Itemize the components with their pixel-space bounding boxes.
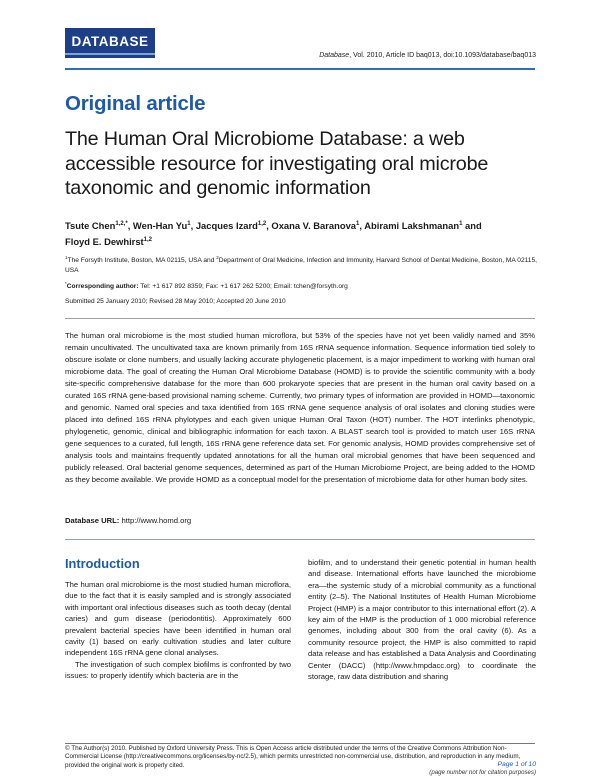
author-list: [65, 217, 545, 249]
author-affiliation-marker: 1: [187, 221, 191, 227]
citation-text: , Vol. 2010, Article ID baq013, doi:10.1093/database/baq013: [349, 52, 536, 59]
author-separator: and: [462, 220, 482, 232]
corresponding-marker: *: [65, 281, 67, 286]
author-affiliation-marker: 1: [356, 221, 360, 227]
author-separator: ,: [359, 220, 365, 232]
journal-name: Database: [319, 52, 350, 59]
database-url-link[interactable]: http://www.homd.org: [119, 516, 192, 525]
article-type-label: Original article: [65, 92, 206, 115]
author-name: Abirami Lakshmanan: [364, 220, 460, 232]
abstract-top-rule: [65, 318, 535, 319]
author-affiliation-marker: 1,2,*: [115, 221, 128, 227]
left-column: [65, 579, 291, 682]
author-name: Jacques Izard: [195, 220, 258, 232]
author-name: Oxana V. Baranova: [271, 220, 357, 232]
introduction-heading: Introduction: [65, 556, 140, 571]
footnote-rule: [65, 743, 535, 744]
page-number: Page 1 of 10: [497, 761, 536, 768]
page-number-note: (page number not for citation purposes): [429, 769, 536, 776]
abstract-text: The human oral microbiome is the most studied human microflora, but 53% of the species have not yet been validly named and 35% remain uncultivated. The uncultivated taxa are known primarily from 16S rRNA sequence information. Sequence information tied solely to obscure isolate or clone numbers, and usually lacking accurate phylogenetic placement, is a major impediment to working with human oral microbiome data. The goal of creating the Human Oral Microbiome Database (HOMD) is to provide the scientific community with a body site-specific comprehensive database for the more than 600 prokaryote species that are present in the human oral cavity based on a curated 16S rRNA gene-based provisional naming scheme. Currently, two primary types of information are provided in HOMD—taxonomic and genomic. Named oral species and taxa identified from 16S rRNA gene sequence analysis of oral isolates and cloning studies were placed into defined 16S rRNA phylotypes and each given unique Human Oral Taxon (HOT) number. The HOT interlinks phenotypic, phylogenetic, genomic, clinical and bibliographic information for each taxon. A BLAST search tool is provided to match user 16S rRNA gene sequences to a curated, full length, 16S rRNA gene reference data set. For genomic analysis, HOMD provides comprehensive set of analysis tools and maintains frequently updated annotations for all the human oral microbial genomes that have been sequenced and publicly released. Oral bacterial genome sequences, determined as part of the Human Microbiome Project, are being added to the HOMD as they become available. We provide HOMD as a conceptual model for the presentation of microbiome data for other human body sites.: [65, 331, 535, 484]
journal-citation-line: [319, 52, 536, 59]
database-url-label: Database URL:: [65, 516, 120, 525]
corresponding-contact: Tel: +1 617 892 8359; Fax: +1 617 262 5200; Email: tchen@forsyth.org: [138, 283, 348, 291]
header-rule: [65, 68, 535, 70]
intro-paragraph-continued: biofilm, and to understand their genetic potential in human health and disease. International efforts have launched the microbiome era—the systemic study of a microbial community as a functional entity (2–5). The National Institutes of Health Human Microbiome Project (HMP) is a major contributor to this international effort (2). A key aim of the HMP is the production of 1 000 microbial reference genomes, including about 300 from the oral cavity (6). As a community resource project, the HMP is also committed to rapid data release and has established a Data Analysis and Coordinating Center (DACC) (http://www.hmpdacc.org) to coordinate the storage, raw data distribution and sharing: [308, 558, 536, 682]
author-name: Tsute Chen: [65, 220, 116, 232]
author-name: Floyd E. Dewhirst: [65, 236, 144, 248]
author-separator: ,: [127, 220, 133, 232]
corresponding-author: [65, 281, 540, 290]
author-separator: ,: [266, 220, 272, 232]
affiliations: [65, 253, 540, 276]
affiliation-marker: 2: [216, 255, 219, 260]
logo-text: DATABASE: [71, 34, 149, 49]
affiliation-text: Department of Oral Medicine, Infection and Immunity, Harvard School of Dental Medicine, Boston, MA 02115, USA: [65, 257, 537, 274]
affiliation-text: The Forsyth Institute, Boston, MA 02115, USA and: [67, 257, 217, 265]
author-separator: ,: [190, 220, 196, 232]
author-affiliation-marker: 1,2: [257, 221, 267, 227]
copyright-footnote: © The Author(s) 2010. Published by Oxford University Press. This is Open Access article distributed under the terms of the Creative Commons Attribution Non-Commercial License (http://creativecommons.org/licenses/by-nc/2.5), which permits unrestricted non-commercial use, distribution, and reproduction in any medium, provided the original work is properly cited.: [65, 745, 521, 769]
abstract-bottom-rule: [65, 539, 535, 540]
corresponding-label: Corresponding author:: [66, 283, 139, 291]
submission-dates: Submitted 25 January 2010; Revised 28 May 2010; Accepted 20 June 2010: [65, 298, 286, 305]
author-name: Wen-Han Yu: [132, 220, 188, 232]
database-url-line: [65, 516, 535, 525]
intro-paragraph: The human oral microbiome is the most studied human microflora, due to the fact that it is easily sampled and is strongly associated with important oral infectious diseases such as tooth decay (dental caries) and gum disease (periodontitis). Approximately 600 prevalent bacterial species have been identified in human oral cavity (1) based on early cultivation studies and later culture independent 16S rRNA gene clonal analyses.: [65, 580, 291, 658]
article-title: The Human Oral Microbiome Database: a web accessible resource for investigating oral microbe taxonomic and genomic information: [65, 128, 489, 199]
author-affiliation-marker: 1: [459, 221, 463, 227]
right-column: [308, 557, 536, 682]
author-affiliation-marker: 1,2: [143, 237, 153, 244]
intro-paragraph: The investigation of such complex biofilms is confronted by two issues: to properly identify which bacteria are in the: [65, 659, 291, 681]
affiliation-marker: 1: [65, 255, 68, 260]
database-journal-logo: [65, 28, 155, 58]
